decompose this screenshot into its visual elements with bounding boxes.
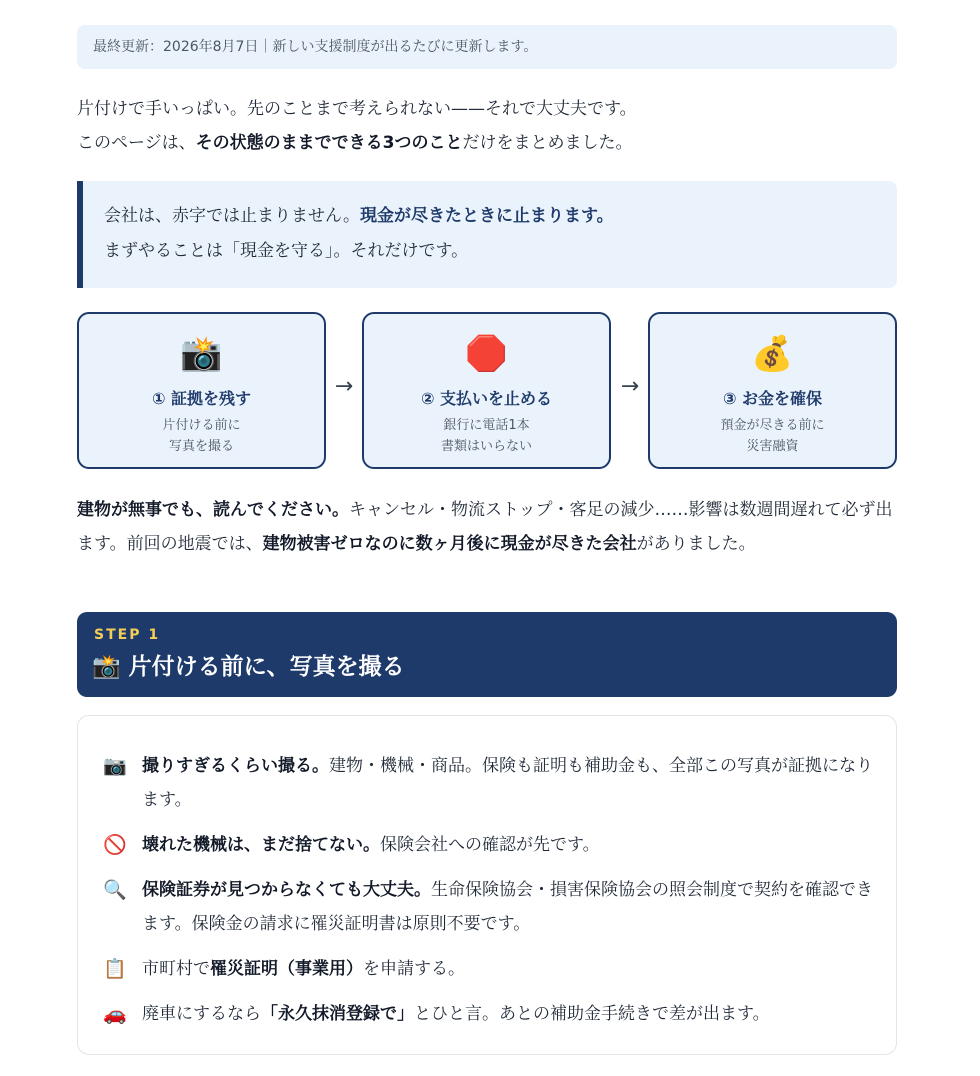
- three-step-flow: [77, 312, 897, 469]
- key-message-callout: [77, 181, 897, 288]
- intro-line-2-post: だけをまとめました。: [462, 133, 633, 153]
- camera-flash-icon: 📸: [180, 334, 223, 374]
- list-item-text: 生命保険協会・損害保険協会の照会制度で契約を確認できます。保険金の請求に罹災証明書は原則不要です。: [142, 880, 873, 934]
- arrow-right-icon: →: [620, 374, 640, 399]
- flow-card-subtitle: [650, 415, 895, 457]
- list-item-bold: 保険証券が見つからなくても大丈夫。: [142, 880, 431, 900]
- intro-line-2: [77, 126, 907, 160]
- list-item: [100, 952, 880, 986]
- list-item-bold: 壊れた機械は、まだ捨てない。: [142, 835, 380, 855]
- flow-card-evidence: [77, 312, 326, 469]
- step-1-header: [77, 612, 897, 697]
- money-bag-icon: 💰: [751, 334, 794, 374]
- intro-line-2-bold: その状態のままでできる3つのこと: [195, 133, 463, 153]
- car-icon: 🚗: [103, 1003, 127, 1025]
- magnifier-icon: 🔍: [103, 879, 127, 901]
- flow-card-secure-money: [648, 312, 897, 469]
- flow-card-sub-line: 預金が尽きる前に: [720, 418, 825, 433]
- list-item: [100, 749, 880, 817]
- list-item-text: を申請する。: [363, 959, 465, 979]
- flow-card-subtitle: [79, 415, 324, 457]
- callout-highlight: 現金が尽きたときに止まります。: [360, 206, 614, 226]
- stop-sign-icon: 🛑: [465, 334, 508, 374]
- note-text-2: がありました。: [636, 534, 756, 554]
- list-item: [100, 873, 880, 941]
- flow-card-sub-line: 銀行に電話1本: [443, 418, 530, 433]
- note-bold-1: 建物が無事でも、読んでください。: [77, 500, 349, 520]
- flow-card-sub-line: 片付ける前に: [162, 418, 241, 433]
- step-heading-text: 片付ける前に、写真を撮る: [128, 654, 405, 680]
- callout-line-2: まずやることは「現金を守る」。それだけです。: [104, 241, 469, 261]
- clipboard-icon: 📋: [103, 958, 127, 980]
- flow-card-title: ③ お金を確保: [722, 389, 823, 408]
- flow-card-sub-line: 災害融資: [746, 439, 799, 454]
- list-item: [100, 997, 880, 1031]
- intro-line-2-pre: このページは、: [77, 133, 196, 153]
- list-item-bold: 撮りすぎるくらい撮る。: [142, 756, 329, 776]
- flow-card-title: ① 証拠を残す: [151, 389, 252, 408]
- flow-card-title: ② 支払いを止める: [420, 389, 553, 408]
- camera-icon: 📷: [103, 755, 127, 777]
- list-item-text: 保険会社への確認が先です。: [380, 835, 600, 855]
- note-text-1: キャンセル・物流ストップ・客足の減少……影響は数週間遅れて必ず出ます。前回の地震では、: [77, 500, 893, 554]
- note-bold-2: 建物被害ゼロなのに数ヶ月後に現金が尽きた会社: [262, 534, 637, 554]
- list-item-bold: 罹災証明（事業用）: [210, 959, 363, 979]
- flow-card-sub-line: 写真を撮る: [168, 439, 234, 454]
- arrow-right-icon: →: [334, 374, 354, 399]
- flow-card-sub-line: 書類はいらない: [440, 439, 532, 454]
- prohibited-icon: 🚫: [103, 834, 127, 856]
- flow-card-subtitle: [364, 415, 609, 457]
- list-item-text: とひと言。あとの補助金手続きで差が出ます。: [414, 1004, 770, 1024]
- last-updated-banner: 最終更新：2026年8月7日｜新しい支援制度が出るたびに更新します。: [77, 25, 897, 69]
- step-label: STEP 1: [94, 627, 161, 643]
- list-item-text: 建物・機械・商品。保険も証明も補助金も、全部この写真が証拠になります。: [142, 756, 873, 810]
- callout-line-1: [104, 199, 897, 234]
- list-item-text: 市町村で: [142, 959, 210, 979]
- flow-card-stop-payments: [362, 312, 611, 469]
- step-1-checklist: [77, 715, 897, 1055]
- warning-note: [77, 493, 907, 561]
- step-heading: [92, 648, 405, 681]
- list-item-bold: 「永久抹消登録で」: [261, 1004, 414, 1024]
- camera-flash-icon: 📸: [92, 654, 121, 680]
- list-item-text: 廃車にするなら: [142, 1004, 261, 1024]
- intro-text: [77, 92, 907, 160]
- list-item: [100, 828, 880, 862]
- callout-line-1-pre: 会社は、赤字では止まりません。: [104, 206, 361, 226]
- intro-line-1: 片付けで手いっぱい。先のことまで考えられない——それで大丈夫です。: [77, 99, 637, 119]
